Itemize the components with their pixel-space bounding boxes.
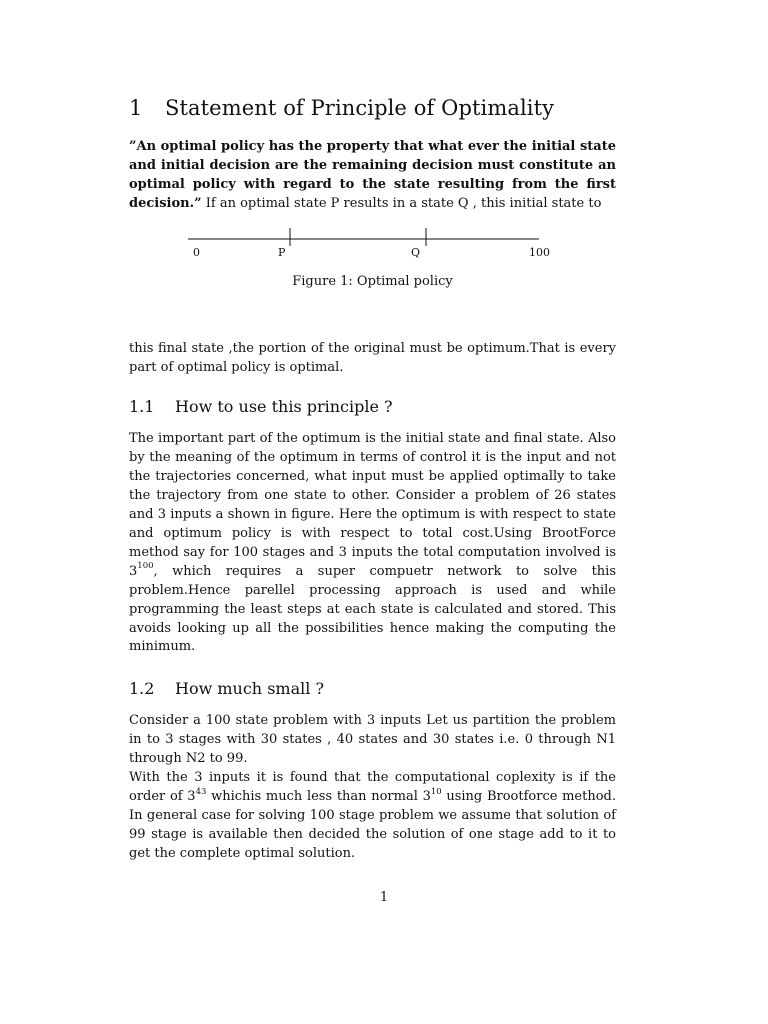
figure-diagram bbox=[129, 222, 616, 272]
section-1-2-text-c: using Brootforce method. In general case for solving 100 stage problem we assume that solution of 99 stage is available then decided the solution of one stage add to it to get the complete optimal solution. bbox=[129, 788, 616, 861]
label-100: 100 bbox=[529, 245, 550, 259]
section-1-1-text-a: The important part of the optimum is the initial state and final state. Also by the meaning of the optimum in terms of control it is the input and not the trajectories concerned, what input must be applied optimally to take the trajectory from one state to other. Consider a problem of 26 states and 3 inputs a shown in figure. Here the optimum is with respect to state and optimum policy is with respect to total cost.Using BrootForce method say for 100 stages and 3 inputs the total computation involved is 3 bbox=[129, 431, 616, 579]
label-q: Q bbox=[411, 245, 421, 259]
section-1-1-title: How to use this principle ? bbox=[175, 397, 393, 417]
exponent-43: 43 bbox=[195, 786, 207, 797]
section-1-1-heading bbox=[129, 397, 616, 416]
label-p: P bbox=[278, 245, 286, 259]
section-1-1-number: 1.1 bbox=[129, 397, 155, 417]
exponent-100: 100 bbox=[137, 561, 154, 572]
section-1-2-number: 1.2 bbox=[129, 679, 155, 699]
page-number: 1 bbox=[379, 890, 389, 905]
section-1-continued-paragraph: this final state ,the portion of the original must be optimum.That is every part of optimal policy is optimal. bbox=[129, 340, 616, 375]
section-1-title: Statement of Principle of Optimality bbox=[165, 96, 555, 120]
figure-caption: Figure 1: Optimal policy bbox=[292, 273, 453, 289]
section-1-1-paragraph bbox=[129, 430, 616, 657]
optimality-quote: ”An optimal policy has the property that what ever the initial state and initial decision are the remaining decision must constitute an optimal policy with regard to the state resulting from the first decision.” bbox=[129, 139, 616, 211]
section-1-2-text-a: With the 3 inputs it is found that the computational coplexity is if the order of 3 bbox=[129, 770, 616, 804]
exponent-10: 10 bbox=[430, 786, 442, 797]
quote-follow-text: If an optimal state P results in a state Q , this initial state to bbox=[201, 195, 602, 211]
section-1-number: 1 bbox=[129, 96, 143, 120]
section-1-2-paragraph-2 bbox=[129, 769, 616, 864]
section-1-2-heading bbox=[129, 679, 616, 698]
section-1-2-title: How much small ? bbox=[175, 679, 325, 699]
document-page bbox=[129, 96, 616, 864]
section-1-2-text-b: whichis much less than normal 3 bbox=[206, 788, 431, 804]
figure-optimal-policy bbox=[129, 222, 616, 318]
section-1-1-text-b: , which requires a super compuetr network to solve this problem.Hence parellel processing approach is used and while programming the least steps at each state is calculated and stored. This avoids looking up all the possibilities hence making the computing the minimum. bbox=[129, 563, 616, 655]
label-0: 0 bbox=[193, 245, 200, 259]
section-1-heading bbox=[129, 96, 616, 120]
section-1-paragraph bbox=[129, 138, 616, 214]
section-1-2-paragraph-1: Consider a 100 state problem with 3 inputs Let us partition the problem in to 3 stages with 30 states , 40 states and 30 states i.e. 0 through N1 through N2 to 99. bbox=[129, 713, 616, 767]
